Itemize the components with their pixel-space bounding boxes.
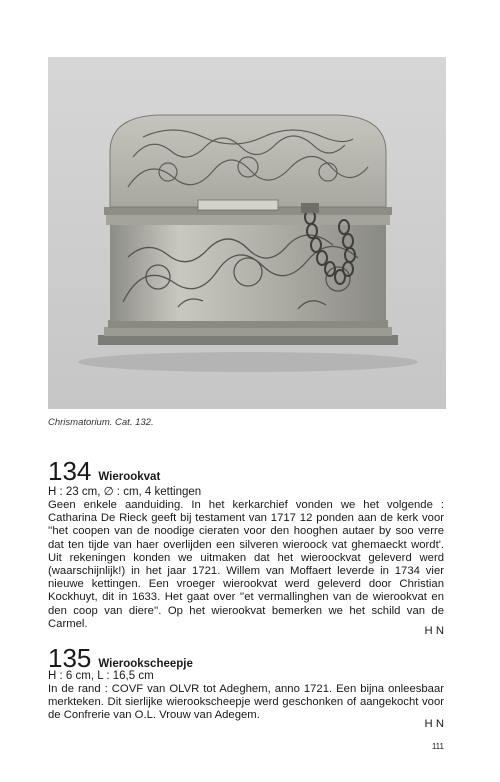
page-number: 111	[431, 742, 444, 751]
entry-135-dimensions: H : 6 cm, L : 16,5 cm	[48, 670, 154, 682]
entry-number: 135	[48, 643, 92, 673]
entry-135-description: In de rand : COVF van OLVR tot Adeghem, anno 1721. Een bijna onleesbaar merkteken. Dit sierlijke wierookscheepje werd geschonken of aangekocht voor de Confrerie van O.L. Vrouw van Adegem.	[48, 683, 444, 722]
entry-135-signature: H N	[424, 718, 444, 730]
entry-134-signature: H N	[424, 625, 444, 637]
entry-134-dimensions: H : 23 cm, ∅ : cm, 4 kettingen	[48, 486, 202, 498]
entry-134-heading	[48, 458, 160, 485]
entry-number: 134	[48, 456, 92, 486]
entry-title: Wierookscheepje	[98, 658, 193, 670]
photo-chrismatorium	[48, 57, 446, 409]
casket-image	[48, 57, 446, 409]
photo-caption: Chrismatorium. Cat. 132.	[48, 417, 154, 428]
entry-135-heading	[48, 645, 193, 672]
entry-title: Wierookvat	[98, 471, 161, 483]
entry-134-description: Geen enkele aanduiding. In het kerkarchief vonden we het volgende : Catharina De Rieck geeft bij testament van 1717 12 ponden aan de kerk voor ''het coopen van de noodige cieraten voor den hooghen autaer by soo verre dat ten tijde van haer overlijden een silveren wieroock vat ghemaeckt wordt'. Uit rekeningen konden we uitmaken dat het wieroockvat geleverd werd (waarschijnlijk!) in het jaar 1721. Willem van Moffaert leverde in 1734 vier nieuwe kettingen. Een vroeger wierookvat werd geleverd door Christian Kockhuyt, dit in 1633. Het gaat over ''et vermallinghen van de wierookvat en den coop van diere''. Op het wierookvat bemerken we het schild van de Carmel.	[48, 499, 444, 630]
